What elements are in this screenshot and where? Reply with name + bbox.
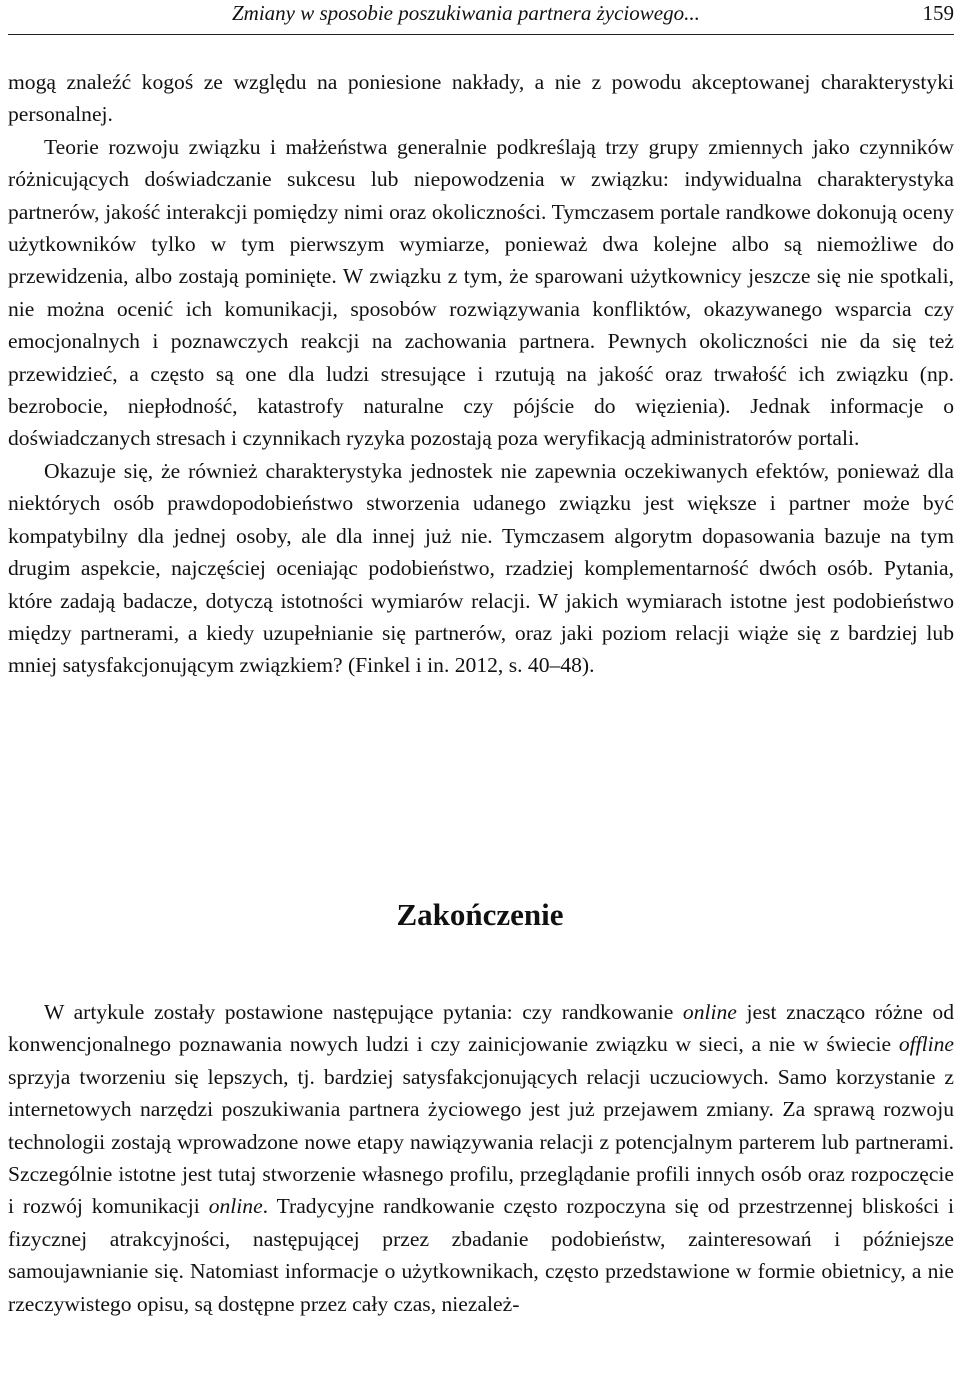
running-title: Zmiany w sposobie poszukiwania partnera życiowego... xyxy=(232,1,700,25)
running-header xyxy=(8,0,954,35)
conclusion-part-2: jest znacząco różne od konwencjonalnego poznawania nowych ludzi i czy zainicjowanie związku w sieci, a nie w świecie xyxy=(8,1000,954,1057)
body-text xyxy=(8,66,954,682)
conclusion-part-3: sprzyja tworzeniu się lepszych, tj. bardziej satysfakcjonujących relacji uczuciowych. Samo korzystanie z internetowych narzędzi poszukiwania partnera życiowego jest już przejawem zmiany. Za sprawą rozwoju technologii zostają wprowadzone nowe etapy nawiązywania relacji z potencjalnym parterem lub partnerami. Szczególnie istotne jest tutaj stworzenie własnego profilu, przeglądanie profili innych osób oraz rozpoczęcie i rozwój komunikacji xyxy=(8,1064,954,1219)
page-number: 159 xyxy=(922,1,954,25)
conclusion-text xyxy=(8,996,954,1320)
emphasis-online: online xyxy=(682,1000,737,1024)
emphasis-online-2: online xyxy=(208,1194,263,1219)
conclusion-part-1: W artykule zostały postawione następujące pytania: czy randkowanie xyxy=(44,1000,683,1024)
paragraph-conclusion xyxy=(8,996,954,1320)
emphasis-offline: offline xyxy=(898,1032,954,1057)
paragraph-characteristics: Okazuje się, że również charakterystyka jednostek nie zapewnia oczekiwanych efektów, ponieważ dla niektórych osób prawdopodobieństwo stworzenia udanego związku jest większe i partner może być kompatybilny dla jednej osoby, ale dla innej już nie. Tymczasem algorytm dopasowania bazuje na tym drugim aspekcie, najczęściej oceniając podobieństwo, rzadziej komplementarność dwóch osób. Pytania, które zadają badacze, dotyczą istotności wymiarów relacji. W jakich wymiarach istotne jest podobieństwo między partnerami, a kiedy uzupełnianie się partnerów, oraz jaki poziom relacji wiąże się z bardziej lub mniej satysfakcjonującym związkiem? (Finkel i in. 2012, s. 40–48). xyxy=(8,458,954,678)
paragraph-continued: mogą znaleźć kogoś ze względu na poniesione nakłady, a nie z powodu akceptowanej charakterystyki personalnej. xyxy=(8,70,954,127)
conclusion-part-4: . Tradycyjne randkowanie często rozpoczyna się od przestrzennej bliskości i fizycznej atrakcyjności, następującej przez zbadanie podobieństw, zainteresowań i późniejsze samoujawnianie się. Natomiast informacje o użytkownikach, często przedstawione w formie obietnicy, a nie rzeczywistego opisu, są dostępne przez cały czas, niezależ- xyxy=(8,1194,954,1316)
section-heading: Zakończenie xyxy=(396,897,564,932)
paragraph-theories: Teorie rozwoju związku i małżeństwa generalnie podkreślają trzy grupy zmiennych jako czynników różnicujących doświadczanie sukcesu lub niepowodzenia w związku: indywidualna charakterystyka partnerów, jakość interakcji pomiędzy nimi oraz okoliczności. Tymczasem portale randkowe dokonują oceny użytkowników tylko w tym pierwszym wymiarze, ponieważ dwa kolejne albo są niemożliwe do przewidzenia, albo zostają pominięte. W związku z tym, że sparowani użytkownicy jeszcze się nie spotkali, nie można ocenić ich komunikacji, sposobów rozwiązywania konfliktów, okazywanego wsparcia czy emocjonalnych i poznawczych reakcji na zachowania partnera. Pewnych okoliczności nie da się też przewidzieć, a często są one dla ludzi stresujące i rzutują na jakość oraz trwałość ich związku (np. bezrobocie, niepłodność, katastrofy naturalne czy pójście do więzienia). Jednak informacje o doświadczanych stresach i czynnikach ryzyka pozostają poza weryfikacją administratorów portali. xyxy=(8,134,954,451)
